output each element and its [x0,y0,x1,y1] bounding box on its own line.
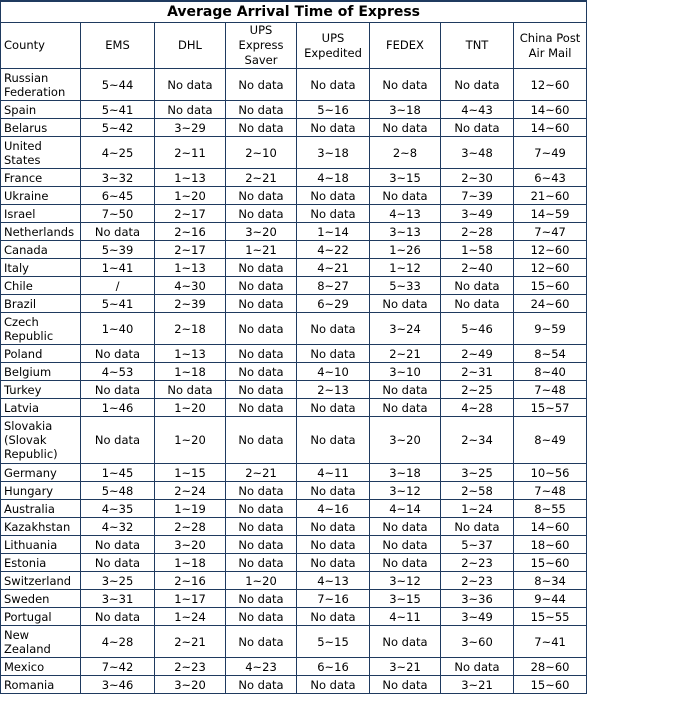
table-row [1,169,587,187]
china-post-cell: 7~41 [514,626,587,658]
ups-express-saver-cell: No data [226,536,297,554]
country-cell: Switzerland [1,572,81,590]
ups-expedited-cell: No data [297,345,370,363]
country-cell: Poland [1,345,81,363]
ups-express-saver-cell: No data [226,119,297,137]
table-title: Average Arrival Time of Express [1,1,587,23]
ems-cell: 7~50 [81,205,155,223]
fedex-cell: 3~10 [370,363,441,381]
china-post-cell: 7~48 [514,482,587,500]
country-cell: Hungary [1,482,81,500]
china-post-cell: 14~60 [514,518,587,536]
dhl-cell: 1~24 [155,608,226,626]
ems-cell: 6~45 [81,187,155,205]
tnt-cell: 1~58 [441,241,514,259]
fedex-cell: 2~8 [370,137,441,169]
ems-cell: 4~53 [81,363,155,381]
ups-expedited-cell: No data [297,676,370,694]
fedex-cell: 3~15 [370,169,441,187]
table-row [1,137,587,169]
tnt-cell: 4~28 [441,399,514,417]
ups-expedited-cell: No data [297,554,370,572]
fedex-cell: No data [370,119,441,137]
dhl-cell: 1~13 [155,345,226,363]
ups-expedited-cell: 6~29 [297,295,370,313]
table-body [1,69,587,694]
country-cell: Chile [1,277,81,295]
dhl-cell: 3~20 [155,676,226,694]
header-ups-express-saver: UPS Express Saver [226,23,297,69]
ems-cell: 1~46 [81,399,155,417]
ems-cell: No data [81,417,155,464]
ems-cell: No data [81,345,155,363]
dhl-cell: No data [155,101,226,119]
country-cell: France [1,169,81,187]
fedex-cell: No data [370,187,441,205]
ups-expedited-cell: 5~15 [297,626,370,658]
china-post-cell: 6~43 [514,169,587,187]
ems-cell: 5~48 [81,482,155,500]
header-ups-expedited: UPS Expedited [297,23,370,69]
ups-express-saver-cell: No data [226,482,297,500]
dhl-cell: 2~16 [155,572,226,590]
fedex-cell: 3~15 [370,590,441,608]
table-row [1,69,587,101]
header-tnt: TNT [441,23,514,69]
ups-express-saver-cell: No data [226,69,297,101]
ups-express-saver-cell: 4~23 [226,658,297,676]
ups-express-saver-cell: 2~21 [226,464,297,482]
china-post-cell: 8~34 [514,572,587,590]
ups-expedited-cell: No data [297,536,370,554]
dhl-cell: 1~20 [155,417,226,464]
dhl-cell: 1~20 [155,187,226,205]
china-post-cell: 15~57 [514,399,587,417]
tnt-cell: 2~23 [441,554,514,572]
ups-express-saver-cell: No data [226,608,297,626]
fedex-cell: 4~11 [370,608,441,626]
dhl-cell: 2~39 [155,295,226,313]
dhl-cell: 2~21 [155,626,226,658]
country-cell: Brazil [1,295,81,313]
ups-express-saver-cell: 1~20 [226,572,297,590]
ups-express-saver-cell: No data [226,500,297,518]
tnt-cell: 2~23 [441,572,514,590]
dhl-cell: 2~23 [155,658,226,676]
ups-express-saver-cell: No data [226,363,297,381]
country-cell: Portugal [1,608,81,626]
fedex-cell: 1~12 [370,259,441,277]
country-cell: Romania [1,676,81,694]
fedex-cell: 3~12 [370,482,441,500]
ups-expedited-cell: No data [297,417,370,464]
ups-express-saver-cell: No data [226,381,297,399]
ups-expedited-cell: 3~18 [297,137,370,169]
dhl-cell: No data [155,381,226,399]
dhl-cell: 1~18 [155,554,226,572]
fedex-cell: No data [370,399,441,417]
table-row [1,259,587,277]
china-post-cell: 14~60 [514,119,587,137]
table-row [1,295,587,313]
tnt-cell: No data [441,658,514,676]
ups-expedited-cell: 4~10 [297,363,370,381]
ems-cell: 1~40 [81,313,155,345]
china-post-cell: 9~44 [514,590,587,608]
tnt-cell: 5~46 [441,313,514,345]
table-row [1,277,587,295]
china-post-cell: 24~60 [514,295,587,313]
dhl-cell: 1~15 [155,464,226,482]
tnt-cell: 4~43 [441,101,514,119]
ups-expedited-cell: 1~14 [297,223,370,241]
ems-cell: 4~25 [81,137,155,169]
tnt-cell: 3~49 [441,608,514,626]
ups-express-saver-cell: No data [226,259,297,277]
header-row [1,23,587,69]
ems-cell: 3~31 [81,590,155,608]
dhl-cell: 3~20 [155,536,226,554]
table-row [1,313,587,345]
ups-expedited-cell: 4~18 [297,169,370,187]
table-row [1,518,587,536]
table-row [1,223,587,241]
table-row [1,572,587,590]
tnt-cell: 2~34 [441,417,514,464]
fedex-cell: No data [370,554,441,572]
tnt-cell: 3~60 [441,626,514,658]
ups-express-saver-cell: 2~21 [226,169,297,187]
ups-express-saver-cell: No data [226,345,297,363]
ems-cell: No data [81,381,155,399]
tnt-cell: No data [441,295,514,313]
table-row [1,187,587,205]
tnt-cell: No data [441,69,514,101]
tnt-cell: No data [441,518,514,536]
tnt-cell: 2~58 [441,482,514,500]
country-cell: Germany [1,464,81,482]
china-post-cell: 12~60 [514,241,587,259]
tnt-cell: 2~40 [441,259,514,277]
china-post-cell: 7~49 [514,137,587,169]
china-post-cell: 8~40 [514,363,587,381]
dhl-cell: 4~30 [155,277,226,295]
ems-cell: 7~42 [81,658,155,676]
fedex-cell: No data [370,381,441,399]
dhl-cell: No data [155,69,226,101]
table-row [1,101,587,119]
ems-cell: 1~41 [81,259,155,277]
china-post-cell: 10~56 [514,464,587,482]
china-post-cell: 15~60 [514,676,587,694]
fedex-cell: No data [370,676,441,694]
header-dhl: DHL [155,23,226,69]
tnt-cell: 3~49 [441,205,514,223]
tnt-cell: 2~31 [441,363,514,381]
tnt-cell: 2~30 [441,169,514,187]
table-row [1,676,587,694]
ups-expedited-cell: 7~16 [297,590,370,608]
china-post-cell: 15~55 [514,608,587,626]
tnt-cell: 3~36 [441,590,514,608]
ups-expedited-cell: No data [297,69,370,101]
country-cell: Belarus [1,119,81,137]
table-row [1,399,587,417]
ems-cell: 4~35 [81,500,155,518]
country-cell: Canada [1,241,81,259]
header-county: County [1,23,81,69]
dhl-cell: 3~29 [155,119,226,137]
header-china-post: China Post Air Mail [514,23,587,69]
china-post-cell: 7~47 [514,223,587,241]
fedex-cell: 2~21 [370,345,441,363]
table-row [1,590,587,608]
table-row [1,608,587,626]
ups-express-saver-cell: No data [226,277,297,295]
fedex-cell: 5~33 [370,277,441,295]
fedex-cell: 3~20 [370,417,441,464]
fedex-cell: No data [370,518,441,536]
ups-express-saver-cell: No data [226,101,297,119]
dhl-cell: 2~24 [155,482,226,500]
fedex-cell: 3~12 [370,572,441,590]
table-row [1,482,587,500]
china-post-cell: 8~55 [514,500,587,518]
china-post-cell: 12~60 [514,69,587,101]
ups-express-saver-cell: No data [226,399,297,417]
ups-expedited-cell: No data [297,205,370,223]
fedex-cell: 3~21 [370,658,441,676]
country-cell: Russian Federation [1,69,81,101]
table-row [1,345,587,363]
fedex-cell: 3~13 [370,223,441,241]
table-row [1,536,587,554]
country-cell: Australia [1,500,81,518]
ups-expedited-cell: 2~13 [297,381,370,399]
table-row [1,500,587,518]
country-cell: Netherlands [1,223,81,241]
ems-cell: 1~45 [81,464,155,482]
tnt-cell: 2~25 [441,381,514,399]
country-cell: Latvia [1,399,81,417]
country-cell: Sweden [1,590,81,608]
table-row [1,241,587,259]
ups-express-saver-cell: 1~21 [226,241,297,259]
fedex-cell: No data [370,626,441,658]
ups-express-saver-cell: No data [226,554,297,572]
country-cell: Slovakia (Slovak Republic) [1,417,81,464]
dhl-cell: 1~13 [155,169,226,187]
ups-expedited-cell: No data [297,187,370,205]
ems-cell: 5~41 [81,295,155,313]
ups-express-saver-cell: No data [226,590,297,608]
dhl-cell: 2~17 [155,241,226,259]
fedex-cell: 4~13 [370,205,441,223]
ems-cell: 5~39 [81,241,155,259]
tnt-cell: 3~25 [441,464,514,482]
ups-expedited-cell: 4~22 [297,241,370,259]
ups-express-saver-cell: No data [226,187,297,205]
ups-expedited-cell: 4~13 [297,572,370,590]
ups-expedited-cell: 4~11 [297,464,370,482]
dhl-cell: 1~13 [155,259,226,277]
china-post-cell: 14~60 [514,101,587,119]
china-post-cell: 8~54 [514,345,587,363]
china-post-cell: 9~59 [514,313,587,345]
fedex-cell: No data [370,69,441,101]
country-cell: Mexico [1,658,81,676]
ups-expedited-cell: 5~16 [297,101,370,119]
fedex-cell: No data [370,536,441,554]
tnt-cell: 3~21 [441,676,514,694]
china-post-cell: 28~60 [514,658,587,676]
china-post-cell: 12~60 [514,259,587,277]
header-fedex: FEDEX [370,23,441,69]
ems-cell: No data [81,536,155,554]
dhl-cell: 2~18 [155,313,226,345]
ups-express-saver-cell: No data [226,313,297,345]
country-cell: New Zealand [1,626,81,658]
ups-express-saver-cell: No data [226,676,297,694]
tnt-cell: 2~49 [441,345,514,363]
country-cell: Estonia [1,554,81,572]
ups-expedited-cell: 4~21 [297,259,370,277]
dhl-cell: 1~17 [155,590,226,608]
ups-express-saver-cell: No data [226,518,297,536]
ems-cell: 5~44 [81,69,155,101]
china-post-cell: 18~60 [514,536,587,554]
ups-expedited-cell: 4~16 [297,500,370,518]
china-post-cell: 14~59 [514,205,587,223]
fedex-cell: 3~18 [370,101,441,119]
fedex-cell: 3~18 [370,464,441,482]
country-cell: Spain [1,101,81,119]
fedex-cell: 4~14 [370,500,441,518]
ups-expedited-cell: No data [297,119,370,137]
ups-express-saver-cell: No data [226,417,297,464]
ems-cell: 3~25 [81,572,155,590]
table-row [1,626,587,658]
table-row [1,205,587,223]
ems-cell: 5~42 [81,119,155,137]
ups-expedited-cell: No data [297,608,370,626]
ups-express-saver-cell: No data [226,295,297,313]
country-cell: Italy [1,259,81,277]
country-cell: Kazakhstan [1,518,81,536]
ups-express-saver-cell: 2~10 [226,137,297,169]
china-post-cell: 15~60 [514,277,587,295]
ems-cell: No data [81,223,155,241]
ups-express-saver-cell: 3~20 [226,223,297,241]
ups-expedited-cell: No data [297,518,370,536]
china-post-cell: 8~49 [514,417,587,464]
ems-cell: 3~32 [81,169,155,187]
dhl-cell: 1~20 [155,399,226,417]
table-row [1,417,587,464]
ups-expedited-cell: No data [297,399,370,417]
table-row [1,119,587,137]
tnt-cell: 7~39 [441,187,514,205]
table-row [1,554,587,572]
country-cell: Lithuania [1,536,81,554]
ems-cell: No data [81,608,155,626]
country-cell: Israel [1,205,81,223]
table-row [1,658,587,676]
dhl-cell: 1~18 [155,363,226,381]
table-row [1,464,587,482]
dhl-cell: 2~11 [155,137,226,169]
fedex-cell: 1~26 [370,241,441,259]
ems-cell: No data [81,554,155,572]
country-cell: United States [1,137,81,169]
dhl-cell: 1~19 [155,500,226,518]
ups-expedited-cell: No data [297,313,370,345]
tnt-cell: No data [441,119,514,137]
title-row [1,1,587,23]
table-row [1,363,587,381]
dhl-cell: 2~28 [155,518,226,536]
fedex-cell: 3~24 [370,313,441,345]
table-row [1,381,587,399]
ems-cell: 5~41 [81,101,155,119]
china-post-cell: 15~60 [514,554,587,572]
country-cell: Czech Republic [1,313,81,345]
ups-expedited-cell: 6~16 [297,658,370,676]
ups-express-saver-cell: No data [226,205,297,223]
ems-cell: / [81,277,155,295]
country-cell: Ukraine [1,187,81,205]
ups-expedited-cell: 8~27 [297,277,370,295]
ups-expedited-cell: No data [297,482,370,500]
dhl-cell: 2~16 [155,223,226,241]
ems-cell: 4~32 [81,518,155,536]
tnt-cell: No data [441,277,514,295]
tnt-cell: 2~28 [441,223,514,241]
country-cell: Turkey [1,381,81,399]
country-cell: Belgium [1,363,81,381]
ems-cell: 4~28 [81,626,155,658]
header-ems: EMS [81,23,155,69]
fedex-cell: No data [370,295,441,313]
tnt-cell: 3~48 [441,137,514,169]
china-post-cell: 7~48 [514,381,587,399]
ups-express-saver-cell: No data [226,626,297,658]
ems-cell: 3~46 [81,676,155,694]
tnt-cell: 5~37 [441,536,514,554]
china-post-cell: 21~60 [514,187,587,205]
tnt-cell: 1~24 [441,500,514,518]
dhl-cell: 2~17 [155,205,226,223]
